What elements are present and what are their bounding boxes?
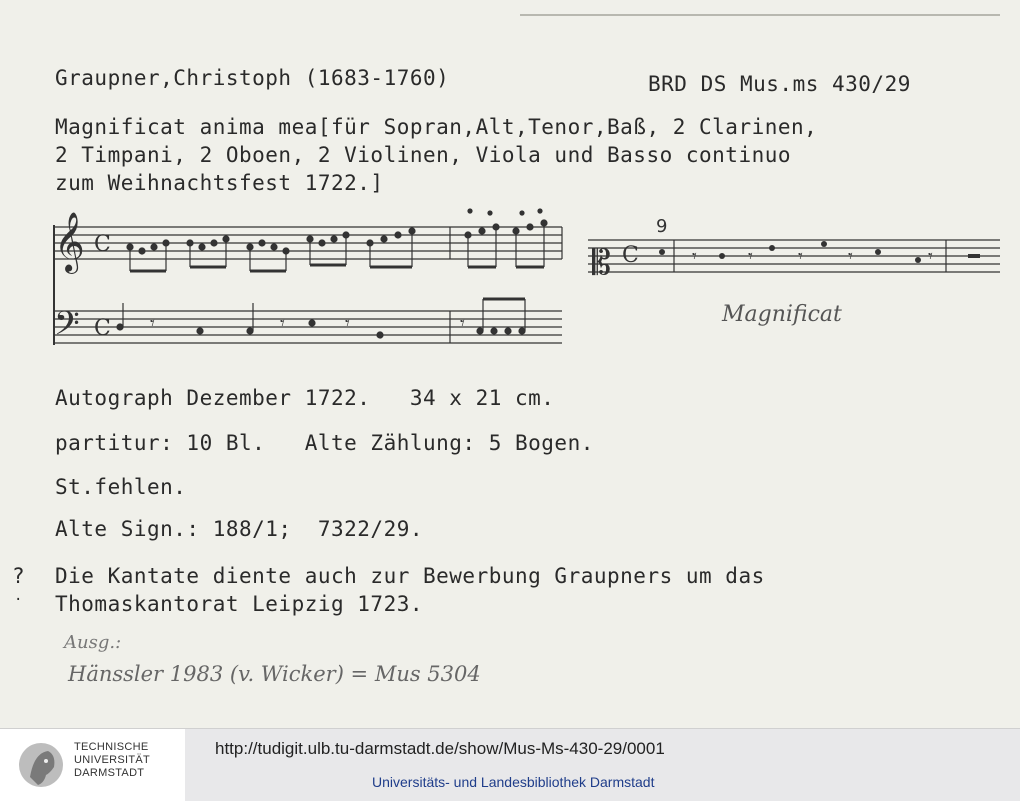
shelf-signature: BRD DS Mus.ms 430/29 bbox=[648, 72, 911, 96]
library-name-link[interactable]: Universitäts- und Landesbibliothek Darmstadt bbox=[372, 774, 655, 790]
music-incipit-right bbox=[588, 212, 1003, 292]
bass-clef-icon: 𝄢 bbox=[54, 305, 80, 351]
handwritten-ausg: Ausg.: bbox=[64, 632, 122, 653]
catalog-card: Graupner,Christoph (1683-1760) BRD DS Mus.ms 430/29 Magnificat anima mea[für Sopran,Alt,Tenor,Baß, 2 Clarinen, 2 Timpani, 2 Oboen, 2 Violinen, Viola und Basso continuo zum Weihnachtsfest 1722.] 𝄞 𝄢 C C 𝄾 𝄾 𝄾 𝄾 𝄡 C 9 𝄾 𝄾 𝄾 𝄾 𝄾 Magnificat Autograph Dezember 1722. 34 x 21 cm. partitur: 10 Bl. Alte Zählung: 5 Bogen. St.fehlen. Alte Sign.: 188/1; 7322/29. ? · Die Kantate diente auch zur Bewerbung Graupners um das Thomaskantorat Leipzig 1723. Ausg.: Hänssler 1983 (v. Wicker) = Mus 5304 bbox=[0, 0, 1020, 728]
title-line-2: 2 Timpani, 2 Oboen, 2 Violinen, Viola und Basso continuo bbox=[55, 143, 792, 167]
svg-text:𝄾: 𝄾 bbox=[692, 246, 697, 267]
incipit-text: Magnificat bbox=[722, 302, 842, 327]
treble-clef-icon: 𝄞 bbox=[54, 212, 85, 272]
note-line-2: Thomaskantorat Leipzig 1723. bbox=[55, 592, 424, 616]
common-time-icon: C bbox=[622, 243, 639, 268]
common-time-icon: C bbox=[94, 232, 111, 257]
alte-signatur-line: Alte Sign.: 188/1; 7322/29. bbox=[55, 517, 424, 541]
svg-text:𝄾: 𝄾 bbox=[848, 246, 853, 267]
svg-text:𝄾: 𝄾 bbox=[748, 246, 753, 267]
svg-text:𝄾: 𝄾 bbox=[280, 313, 285, 334]
partitur-line: partitur: 10 Bl. Alte Zählung: 5 Bogen. bbox=[55, 431, 594, 455]
title-line-1: Magnificat anima mea[für Sopran,Alt,Tenor,Baß, 2 Clarinen, bbox=[55, 115, 818, 139]
title-line-3: zum Weihnachtsfest 1722.] bbox=[55, 171, 384, 195]
common-time-icon: C bbox=[94, 316, 111, 341]
tu-darmstadt-logo[interactable] bbox=[0, 729, 185, 801]
composer-name: Graupner,Christoph (1683-1760) bbox=[55, 66, 450, 90]
svg-text:𝄾: 𝄾 bbox=[798, 246, 803, 267]
svg-text:𝄾: 𝄾 bbox=[150, 313, 155, 334]
logo-text: TECHNISCHE UNIVERSITÄT DARMSTADT bbox=[74, 741, 151, 779]
note-marker: ? bbox=[12, 564, 26, 588]
handwritten-edition: Hänssler 1983 (v. Wicker) = Mus 5304 bbox=[68, 662, 481, 686]
svg-text:𝄾: 𝄾 bbox=[460, 313, 465, 334]
music-incipit-left bbox=[50, 205, 565, 357]
measure-number: 9 bbox=[656, 216, 668, 237]
alto-clef-icon: 𝄡 bbox=[592, 243, 611, 283]
card-top-rule bbox=[520, 14, 1000, 16]
athena-logo-icon bbox=[16, 737, 66, 793]
autograph-line: Autograph Dezember 1722. 34 x 21 cm. bbox=[55, 386, 555, 410]
stimmen-line: St.fehlen. bbox=[55, 475, 187, 499]
permalink-url[interactable]: http://tudigit.ulb.tu-darmstadt.de/show/Mus-Ms-430-29/0001 bbox=[215, 739, 665, 758]
svg-text:𝄾: 𝄾 bbox=[345, 313, 350, 334]
note-line-1: Die Kantate diente auch zur Bewerbung Graupners um das bbox=[55, 564, 765, 588]
footer-bar bbox=[0, 728, 1020, 801]
svg-text:𝄾: 𝄾 bbox=[928, 246, 933, 267]
